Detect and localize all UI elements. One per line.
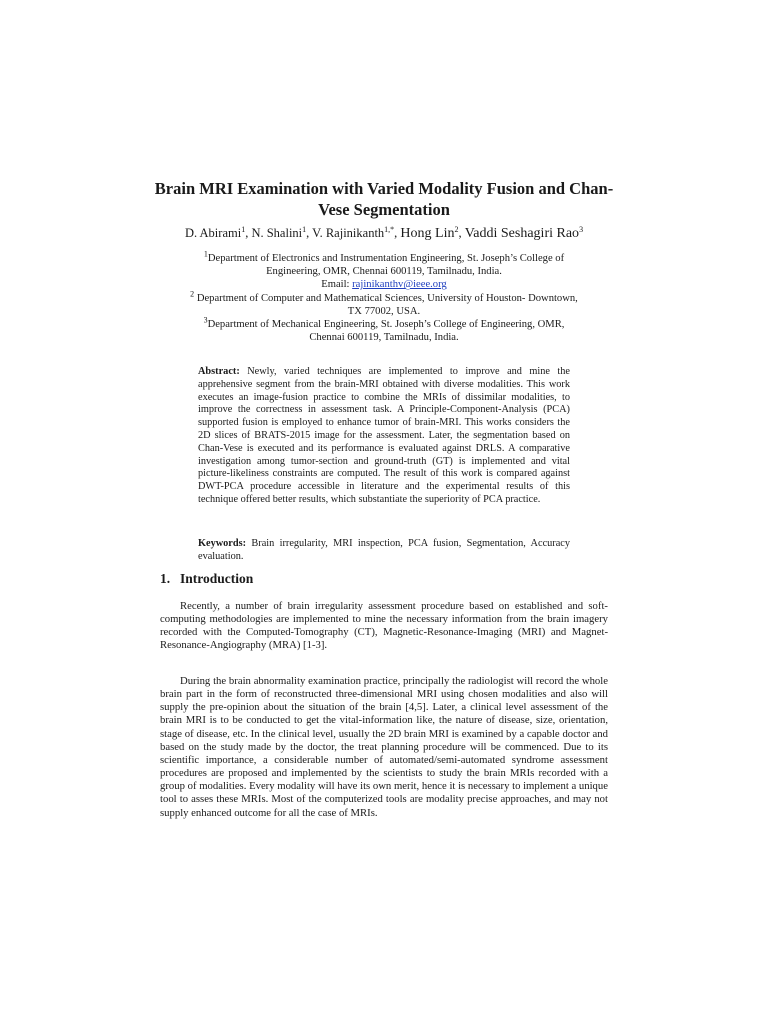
- author-sup: 2: [454, 224, 459, 234]
- author-name: V. Rajinikanth: [312, 226, 385, 240]
- affiliation-3-line-1: [160, 315, 608, 331]
- email-line: [160, 278, 608, 291]
- affiliation-text: Department of Computer and Mathematical Sciences, University of Houston- Downtown,: [196, 292, 578, 304]
- abstract: [198, 366, 570, 507]
- affiliation-sup: 3: [203, 315, 208, 325]
- author-name: Vaddi Seshagiri Rao: [464, 226, 580, 241]
- section-title: Introduction: [180, 571, 254, 586]
- paper-title: Brain MRI Examination with Varied Modality Fusion and Chan-Vese Segmentation: [154, 179, 614, 219]
- email-label: Email:: [321, 279, 350, 291]
- intro-paragraph-2: [160, 675, 608, 820]
- abstract-label: Abstract:: [198, 366, 240, 377]
- section-number: 1.: [160, 571, 171, 586]
- paragraph-text: Recently, a number of brain irregularity assessment procedure based on established and soft-computing methodologies are implemented to mine the necessary information from the brain imagery recorded with the Computed-Tomography (CT), Magnetic-Resonance-Imaging (MRI) and Magnet-Resonance-Angiography (MRA) [1-3].: [160, 600, 608, 652]
- author-sup: 1,*: [384, 224, 395, 234]
- affiliation-sup: 1: [203, 249, 208, 259]
- affiliation-3-line-2: Chennai 600119, Tamilnadu, India.: [309, 332, 459, 344]
- affiliation-1-line-1: [160, 249, 608, 265]
- affiliations: [160, 249, 608, 344]
- author-sup: 3: [579, 224, 584, 234]
- affiliation-2-line-2: TX 77002, USA.: [347, 305, 421, 317]
- affiliation-text: Department of Mechanical Engineering, St. Joseph’s College of Engineering, OMR,: [207, 319, 565, 331]
- email-link[interactable]: rajinikanthv@ieee.org: [352, 279, 447, 291]
- author-sup: 1: [302, 224, 307, 234]
- intro-paragraph-1: [160, 600, 608, 653]
- section-heading-introduction: [160, 571, 253, 587]
- keywords-label: Keywords:: [198, 538, 247, 549]
- paragraph-text: During the brain abnormality examination practice, principally the radiologist will record the whole brain part in the form of reconstructed three-dimensional MRI using chosen modalities and also will supply the pre-opinion about the situation of the brain [4,5]. Later, a clinical level assessment of the brain MRI is to be conducted to get the vital-information like, the nature of disease, size, orientation, stage of disease, etc. In the clinical level, usually the 2D brain MRI is examined by a capable doctor and based on the study made by the doctor, the treat planning procedure will be commenced. Due to its scientific importance, a considerable number of automated/semi-automated syndrome assessment procedures are proposed and implemented by the scientists to study the brain MRIs recorded with a group of modalities. Every modality will have its own merit, hence it is necessary to implement a unique tool to asses these MRIs. Most of the computerized tools are modality precise approaches, and may not supply enhanced outcome for all the case of MRIs.: [160, 675, 608, 819]
- keywords-text: Brain irregularity, MRI inspection, PCA fusion, Segmentation, Accuracy evaluation.: [198, 538, 570, 562]
- author-name: N. Shalini: [251, 226, 303, 240]
- affiliation-1-line-2: Engineering, OMR, Chennai 600119, Tamilnadu, India.: [266, 266, 502, 278]
- abstract-text: Newly, varied techniques are implemented to improve and mine the apprehensive segment from the brain-MRI obtained with diverse modalities. This work executes an image-fusion practice to combine the MRIs of dissimilar modalities, to improve the correctness in assessment task. A Principle-Component-Analysis (PCA) supported fusion is employed to enhance tumor of brain-MRI. This works considers the 2D slices of BRATS-2015 image for the assessment. Later, the segmentation based on Chan-Vese is executed and its performance is evaluated against DRLS. A comparative investigation among tumor-section and ground-truth (GT) is implemented and vital picture-likeliness constraints are computed. The result of this work is compared against DWT-PCA procedure accessible in literature and the experimental results of this technique offered better results, which substantiate the superiority of PCA practice.: [198, 366, 570, 505]
- affiliation-sup: 2: [190, 289, 195, 299]
- author-name: D. Abirami: [184, 226, 242, 240]
- keywords: [198, 538, 570, 564]
- affiliation-text: Department of Electronics and Instrumentation Engineering, St. Joseph’s College of: [207, 253, 565, 264]
- author-sup: 1: [241, 224, 246, 234]
- affiliation-2-line-1: [160, 289, 608, 305]
- author-list: D. Abirami$^1$, N. Shalini$^1$, V. Rajinikanth$^{1,*}$, Hong Lin$^2$, Vaddi Seshagiri Rao$^3$: [184, 224, 584, 241]
- author-name: Hong Lin: [400, 226, 455, 241]
